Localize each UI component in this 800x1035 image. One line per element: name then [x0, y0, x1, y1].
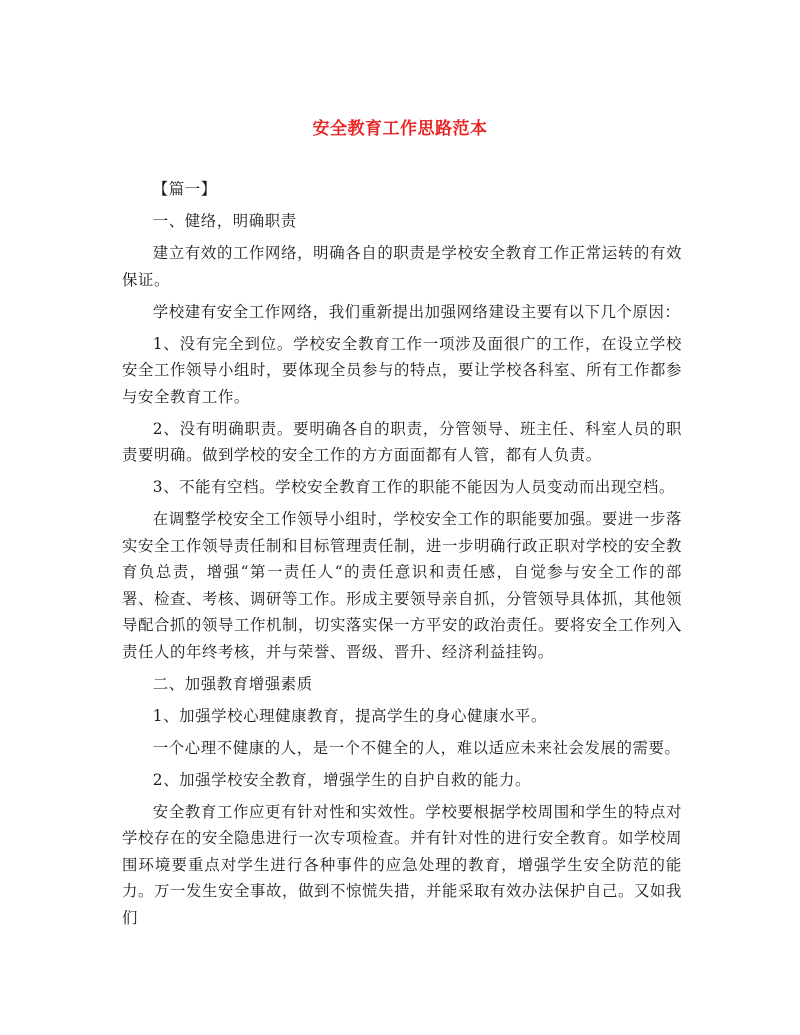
- paragraph: 学校建有安全工作网络，我们重新提出加强网络建设主要有以下几个原因：: [152, 302, 681, 321]
- paragraph: 一个心理不健康的人，是一个不健全的人，难以适应未来社会发展的需要。: [152, 738, 681, 757]
- list-item: 2、加强学校安全教育，增强学生的自护自救的能力。: [152, 770, 531, 789]
- paragraph: 在调整学校安全工作领导小组时，学校安全工作的职能要加强。要进一步落实安全工作领导责任制和目标管理责任制，进一步明确行政正职对学校的安全教育负总责，增强“第一责任人“的责任意识和责任感，自觉参与安全工作的部署、检查、考核、调研等工作。形成主要领导亲自抓，分管领导具体抓，其他领导配合抓的领导工作机制，切实落实保一方平安的政治责任。要将安全工作列入责任人的年终考核，并与荣誉、晋级、晋升、经济利益挂钩。: [122, 510, 682, 661]
- document-title: 安全教育工作思路范本: [312, 119, 488, 139]
- document-body: [122, 176, 682, 937]
- paragraph: 安全教育工作应更有针对性和实效性。学校要根据学校周围和学生的特点对学校存在的安全隐患进行一次专项检查。并有针对性的进行安全教育。如学校周围环境要重点对学生进行各种事件的应急处理的教育，增强学生安全防范的能力。万一发生安全事故，做到不惊慌失措，并能采取有效办法保护自己。又如我们: [122, 802, 682, 927]
- list-item: 1、没有完全到位。学校安全教育工作一项涉及面很广的工作，在设立学校安全工作领导小组时，要体现全员参与的特点，要让学校各科室、所有工作都参与安全教育工作。: [122, 334, 682, 406]
- section-heading-2: 二、加强教育增强素质: [152, 674, 313, 693]
- paragraph: 建立有效的工作网络，明确各自的职责是学校安全教育工作正常运转的有效保证。: [122, 244, 682, 289]
- list-item: 2、没有明确职责。要明确各自的职责，分管领导、班主任、科室人员的职责要明确。做到学校的安全工作的方方面面都有人管，都有人负责。: [122, 419, 682, 464]
- list-item: 1、加强学校心理健康教育，提高学生的身心健康水平。: [152, 706, 547, 725]
- section-marker: 【篇一】: [152, 180, 217, 198]
- section-heading-1: 一、健络，明确职责: [152, 212, 297, 230]
- list-item: 3、不能有空档。学校安全教育工作的职能不能因为人员变动而出现空档。: [152, 478, 675, 496]
